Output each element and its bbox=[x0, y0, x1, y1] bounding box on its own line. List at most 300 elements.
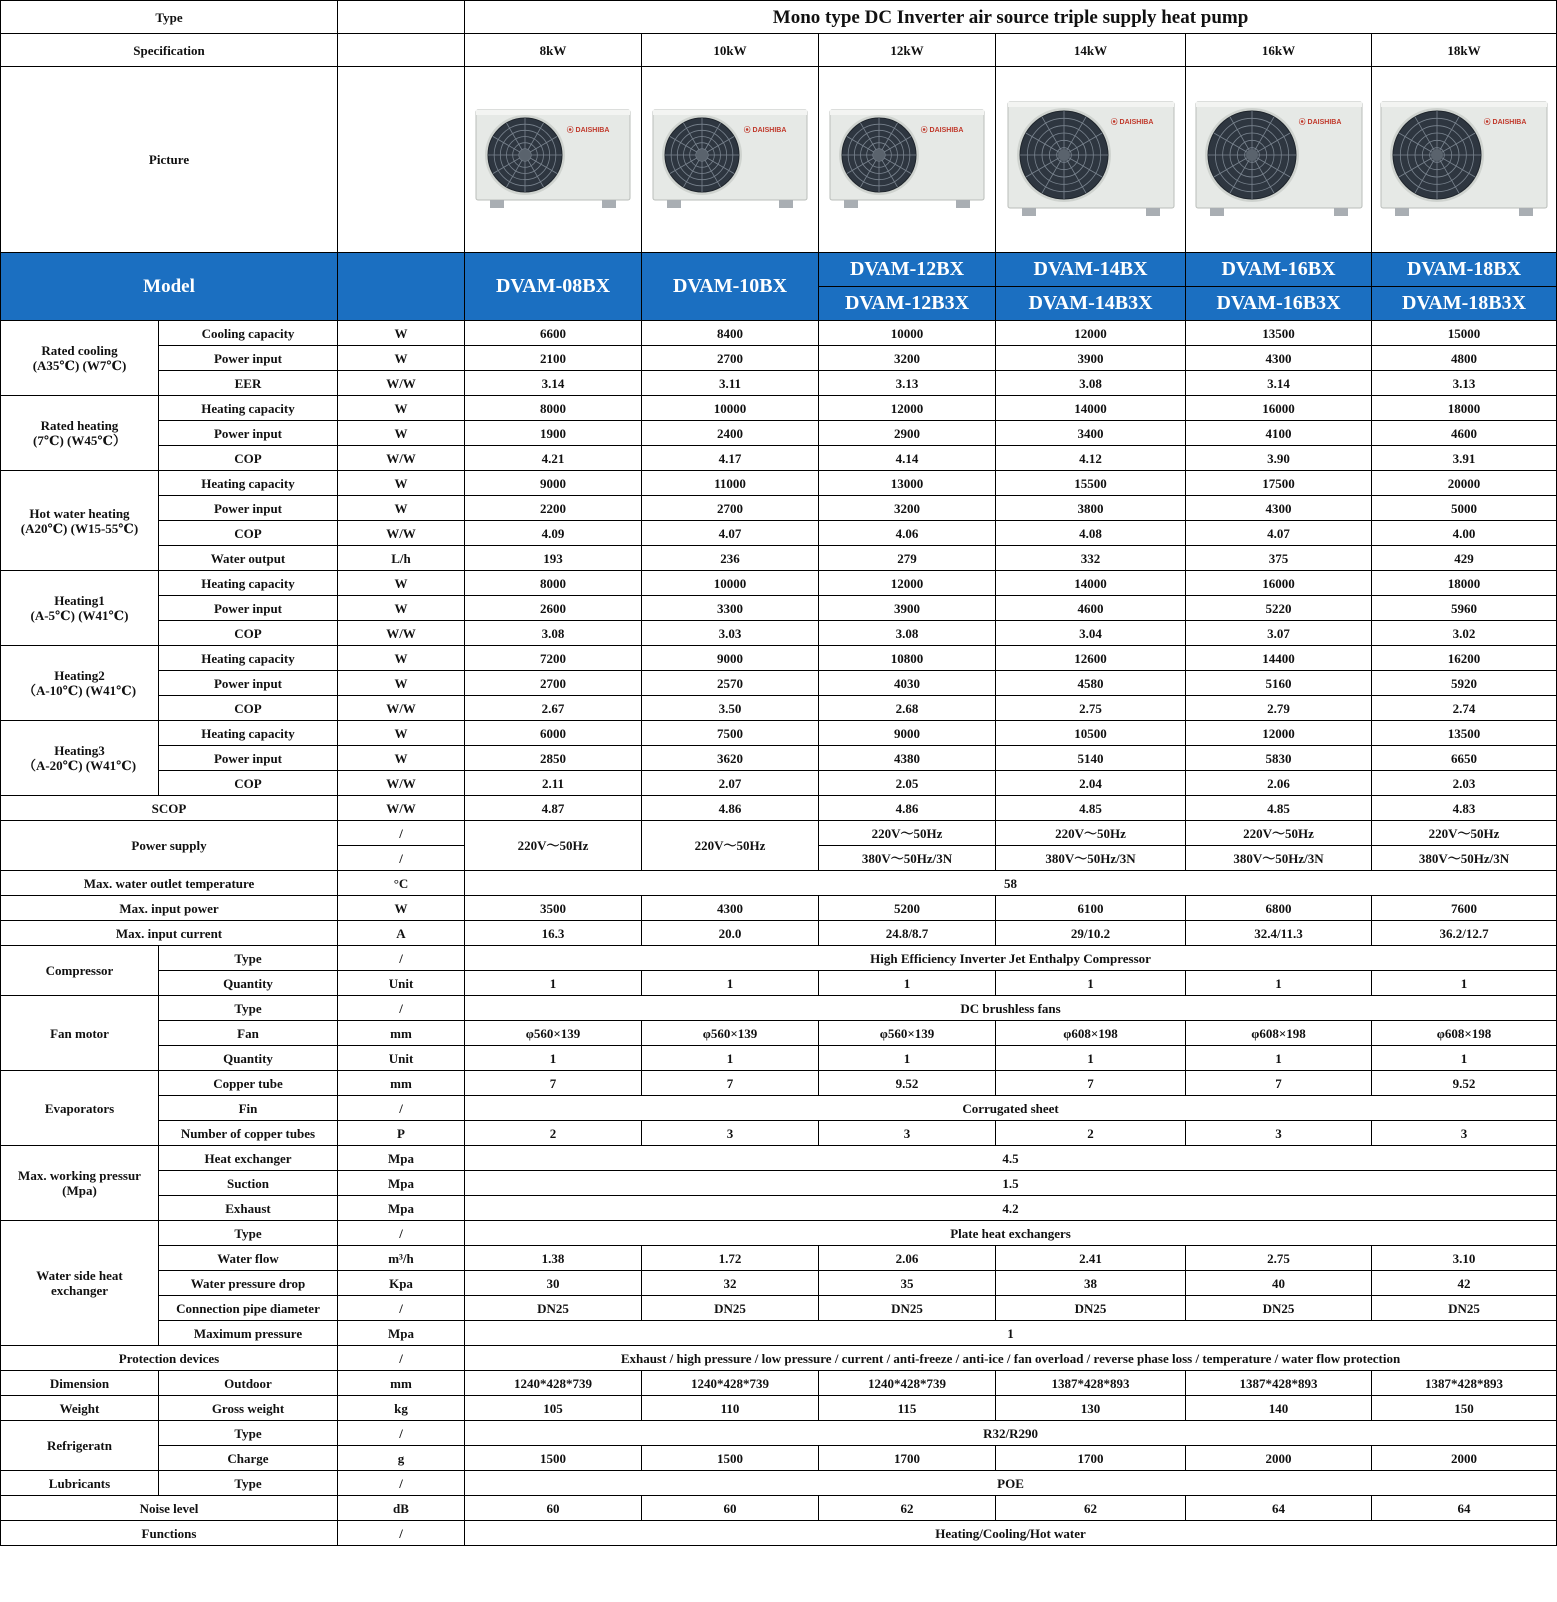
value-cell: 1 bbox=[1372, 1046, 1557, 1071]
value-cell: 332 bbox=[996, 546, 1186, 571]
param-label: Quantity bbox=[159, 971, 338, 996]
unit-cell: Mpa bbox=[338, 1146, 465, 1171]
value-cell: 20.0 bbox=[642, 921, 819, 946]
group-label: Hot water heating (A20℃) (W15-55℃) bbox=[1, 471, 159, 571]
value-cell: 2.67 bbox=[465, 696, 642, 721]
value-cell: 7 bbox=[1186, 1071, 1372, 1096]
model-label: Model bbox=[1, 253, 338, 321]
param-label: Gross weight bbox=[159, 1396, 338, 1421]
brand-logo: ⦿ DAISHIBA bbox=[743, 126, 787, 134]
unit-cell: W bbox=[338, 496, 465, 521]
value-cell: 6600 bbox=[465, 321, 642, 346]
value-cell: 32.4/11.3 bbox=[1186, 921, 1372, 946]
heat-pump-unit-icon bbox=[1194, 100, 1364, 220]
table-row bbox=[1, 996, 1557, 1021]
merged-value-cell: POE bbox=[465, 1471, 1557, 1496]
unit-cell: W/W bbox=[338, 696, 465, 721]
table-row bbox=[1, 646, 1557, 671]
value-cell: 2 bbox=[465, 1121, 642, 1146]
param-label: Type bbox=[159, 1471, 338, 1496]
table-row bbox=[1, 67, 1557, 253]
value-cell: 150 bbox=[1372, 1396, 1557, 1421]
group-label: Dimension bbox=[1, 1371, 159, 1396]
table-row bbox=[1, 34, 1557, 67]
table-row bbox=[1, 1496, 1557, 1521]
value-cell: 3.11 bbox=[642, 371, 819, 396]
unit-picture bbox=[642, 67, 819, 253]
value-cell: 3.91 bbox=[1372, 446, 1557, 471]
table-row bbox=[1, 421, 1557, 446]
value-cell: 1 bbox=[465, 1046, 642, 1071]
value-cell: 4.83 bbox=[1372, 796, 1557, 821]
value-cell: 220V～50Hz bbox=[1372, 821, 1557, 846]
unit-cell: mm bbox=[338, 1071, 465, 1096]
blank-cell bbox=[338, 67, 465, 253]
value-cell: 14400 bbox=[1186, 646, 1372, 671]
value-cell: 3900 bbox=[819, 596, 996, 621]
group-label: Compressor bbox=[1, 946, 159, 996]
param-label: Heating capacity bbox=[159, 471, 338, 496]
table-row bbox=[1, 1146, 1557, 1171]
value-cell: 17500 bbox=[1186, 471, 1372, 496]
value-cell: 2700 bbox=[642, 496, 819, 521]
table-row bbox=[1, 546, 1557, 571]
value-cell: 3.04 bbox=[996, 621, 1186, 646]
model-name: DVAM-16BX bbox=[1186, 253, 1372, 287]
param-label: EER bbox=[159, 371, 338, 396]
value-cell: 12000 bbox=[1186, 721, 1372, 746]
merged-value-cell: 4.2 bbox=[465, 1196, 1557, 1221]
param-label: Power input bbox=[159, 671, 338, 696]
value-cell: 2.06 bbox=[1186, 771, 1372, 796]
param-label: Quantity bbox=[159, 1046, 338, 1071]
heat-pump-unit-icon bbox=[1379, 100, 1549, 220]
param-label: Exhaust bbox=[159, 1196, 338, 1221]
table-row bbox=[1, 921, 1557, 946]
value-cell: 2850 bbox=[465, 746, 642, 771]
table-row bbox=[1, 1521, 1557, 1546]
value-cell: 1 bbox=[642, 971, 819, 996]
value-cell: 3 bbox=[642, 1121, 819, 1146]
value-cell: 62 bbox=[996, 1496, 1186, 1521]
merged-value-cell: Exhaust / high pressure / low pressure / current / anti-freeze / anti-ice / fan overload / reverse phase loss / temperature / water flow protection bbox=[465, 1346, 1557, 1371]
table-row bbox=[1, 1246, 1557, 1271]
unit-cell: / bbox=[338, 1521, 465, 1546]
value-cell: DN25 bbox=[819, 1296, 996, 1321]
value-cell: 2000 bbox=[1372, 1446, 1557, 1471]
value-cell: 429 bbox=[1372, 546, 1557, 571]
value-cell: φ560×139 bbox=[465, 1021, 642, 1046]
value-cell: 10500 bbox=[996, 721, 1186, 746]
value-cell: 1387*428*893 bbox=[1372, 1371, 1557, 1396]
value-cell: 3.03 bbox=[642, 621, 819, 646]
value-cell: 12000 bbox=[819, 571, 996, 596]
value-cell: 6000 bbox=[465, 721, 642, 746]
brand-logo: ⦿ DAISHIBA bbox=[1483, 118, 1527, 126]
unit-cell: dB bbox=[338, 1496, 465, 1521]
value-cell: 3800 bbox=[996, 496, 1186, 521]
blank-cell bbox=[338, 34, 465, 67]
value-cell: φ608×198 bbox=[996, 1021, 1186, 1046]
value-cell: 16000 bbox=[1186, 571, 1372, 596]
value-cell: 1 bbox=[819, 971, 996, 996]
value-cell: 115 bbox=[819, 1396, 996, 1421]
group-label: Lubricants bbox=[1, 1471, 159, 1496]
blank-cell bbox=[338, 253, 465, 321]
value-cell: 3300 bbox=[642, 596, 819, 621]
param-label: Charge bbox=[159, 1446, 338, 1471]
table-row bbox=[1, 671, 1557, 696]
value-cell: 2600 bbox=[465, 596, 642, 621]
unit-cell: W bbox=[338, 721, 465, 746]
unit-cell: / bbox=[338, 1471, 465, 1496]
table-row bbox=[1, 621, 1557, 646]
value-cell: 3.08 bbox=[465, 621, 642, 646]
unit-cell: / bbox=[338, 1296, 465, 1321]
value-cell: 220V～50Hz bbox=[465, 821, 642, 871]
value-cell: 9000 bbox=[465, 471, 642, 496]
value-cell: 3.90 bbox=[1186, 446, 1372, 471]
param-label: Heat exchanger bbox=[159, 1146, 338, 1171]
value-cell: 2.75 bbox=[996, 696, 1186, 721]
unit-cell: W/W bbox=[338, 771, 465, 796]
value-cell: 3.14 bbox=[465, 371, 642, 396]
value-cell: 375 bbox=[1186, 546, 1372, 571]
value-cell: 30 bbox=[465, 1271, 642, 1296]
param-label: Type bbox=[159, 996, 338, 1021]
merged-value-cell: Heating/Cooling/Hot water bbox=[465, 1521, 1557, 1546]
value-cell: DN25 bbox=[1372, 1296, 1557, 1321]
value-cell: 4300 bbox=[1186, 496, 1372, 521]
value-cell: 1 bbox=[819, 1046, 996, 1071]
unit-picture bbox=[819, 67, 996, 253]
value-cell: 38 bbox=[996, 1271, 1186, 1296]
heat-pump-unit-icon bbox=[1006, 100, 1176, 220]
value-cell: 3.08 bbox=[996, 371, 1186, 396]
table-row bbox=[1, 1196, 1557, 1221]
value-cell: 4.07 bbox=[642, 521, 819, 546]
value-cell: 220V～50Hz bbox=[642, 821, 819, 871]
row-label: Max. water outlet temperature bbox=[1, 871, 338, 896]
unit-cell: / bbox=[338, 1221, 465, 1246]
value-cell: 3.13 bbox=[1372, 371, 1557, 396]
unit-cell: W/W bbox=[338, 621, 465, 646]
value-cell: 110 bbox=[642, 1396, 819, 1421]
value-cell: 1 bbox=[1372, 971, 1557, 996]
table-row bbox=[1, 1221, 1557, 1246]
page-title: Mono type DC Inverter air source triple supply heat pump bbox=[465, 1, 1557, 34]
model-name: DVAM-12BX bbox=[819, 253, 996, 287]
param-label: Power input bbox=[159, 746, 338, 771]
unit-cell: W bbox=[338, 471, 465, 496]
value-cell: 4.87 bbox=[465, 796, 642, 821]
value-cell: 14000 bbox=[996, 396, 1186, 421]
row-label: Protection devices bbox=[1, 1346, 338, 1371]
value-cell: 7 bbox=[996, 1071, 1186, 1096]
value-cell: DN25 bbox=[642, 1296, 819, 1321]
value-cell: 380V～50Hz/3N bbox=[819, 846, 996, 871]
row-label: SCOP bbox=[1, 796, 338, 821]
value-cell: 12600 bbox=[996, 646, 1186, 671]
value-cell: 1240*428*739 bbox=[465, 1371, 642, 1396]
group-label: Heating2 （A-10℃) (W41℃) bbox=[1, 646, 159, 721]
value-cell: 220V～50Hz bbox=[819, 821, 996, 846]
unit-cell: / bbox=[338, 821, 465, 846]
value-cell: 2.07 bbox=[642, 771, 819, 796]
value-cell: DN25 bbox=[465, 1296, 642, 1321]
value-cell: 4030 bbox=[819, 671, 996, 696]
unit-cell: W bbox=[338, 396, 465, 421]
param-label: Power input bbox=[159, 596, 338, 621]
unit-cell: mm bbox=[338, 1021, 465, 1046]
value-cell: 3 bbox=[1372, 1121, 1557, 1146]
param-label: Type bbox=[159, 946, 338, 971]
value-cell: 220V～50Hz bbox=[1186, 821, 1372, 846]
value-cell: 13500 bbox=[1186, 321, 1372, 346]
unit-cell: W bbox=[338, 596, 465, 621]
param-label: Heating capacity bbox=[159, 721, 338, 746]
value-cell: 2.11 bbox=[465, 771, 642, 796]
value-cell: 62 bbox=[819, 1496, 996, 1521]
unit-picture bbox=[996, 67, 1186, 253]
value-cell: 1 bbox=[996, 1046, 1186, 1071]
value-cell: 5830 bbox=[1186, 746, 1372, 771]
group-label: Rated cooling (A35℃) (W7℃) bbox=[1, 321, 159, 396]
unit-picture bbox=[465, 67, 642, 253]
value-cell: 18000 bbox=[1372, 571, 1557, 596]
unit-cell: W bbox=[338, 746, 465, 771]
unit-cell: / bbox=[338, 1096, 465, 1121]
value-cell: 1700 bbox=[996, 1446, 1186, 1471]
unit-cell: P bbox=[338, 1121, 465, 1146]
table-row bbox=[1, 696, 1557, 721]
unit-cell: / bbox=[338, 996, 465, 1021]
table-row bbox=[1, 771, 1557, 796]
unit-cell: Unit bbox=[338, 971, 465, 996]
unit-cell: / bbox=[338, 1346, 465, 1371]
table-row bbox=[1, 1271, 1557, 1296]
table-row bbox=[1, 496, 1557, 521]
value-cell: 5140 bbox=[996, 746, 1186, 771]
value-cell: 2 bbox=[996, 1121, 1186, 1146]
table-row bbox=[1, 896, 1557, 921]
param-label: Type bbox=[159, 1221, 338, 1246]
value-cell: 13000 bbox=[819, 471, 996, 496]
value-cell: 2000 bbox=[1186, 1446, 1372, 1471]
value-cell: 9000 bbox=[642, 646, 819, 671]
unit-cell: W bbox=[338, 421, 465, 446]
unit-cell: W/W bbox=[338, 371, 465, 396]
value-cell: 13500 bbox=[1372, 721, 1557, 746]
table-row bbox=[1, 1421, 1557, 1446]
value-cell: 7200 bbox=[465, 646, 642, 671]
value-cell: 12000 bbox=[996, 321, 1186, 346]
value-cell: DN25 bbox=[996, 1296, 1186, 1321]
value-cell: 3.14 bbox=[1186, 371, 1372, 396]
value-cell: 24.8/8.7 bbox=[819, 921, 996, 946]
value-cell: 32 bbox=[642, 1271, 819, 1296]
unit-cell: L/h bbox=[338, 546, 465, 571]
value-cell: 5200 bbox=[819, 896, 996, 921]
value-cell: 3 bbox=[1186, 1121, 1372, 1146]
param-label: Heating capacity bbox=[159, 396, 338, 421]
unit-cell: W bbox=[338, 646, 465, 671]
unit-picture bbox=[1186, 67, 1372, 253]
group-label: Refrigeratn bbox=[1, 1421, 159, 1471]
value-cell: 6650 bbox=[1372, 746, 1557, 771]
value-cell: 4.86 bbox=[642, 796, 819, 821]
param-label: Maximum pressure bbox=[159, 1321, 338, 1346]
param-label: Water flow bbox=[159, 1246, 338, 1271]
unit-cell: W/W bbox=[338, 446, 465, 471]
unit-cell: Mpa bbox=[338, 1321, 465, 1346]
value-cell: 4.06 bbox=[819, 521, 996, 546]
value-cell: 10000 bbox=[819, 321, 996, 346]
value-cell: 2.75 bbox=[1186, 1246, 1372, 1271]
param-label: COP bbox=[159, 696, 338, 721]
param-label: Water pressure drop bbox=[159, 1271, 338, 1296]
unit-cell: Unit bbox=[338, 1046, 465, 1071]
group-label: Water side heat exchanger bbox=[1, 1221, 159, 1346]
value-cell: 29/10.2 bbox=[996, 921, 1186, 946]
unit-cell: / bbox=[338, 946, 465, 971]
value-cell: 130 bbox=[996, 1396, 1186, 1421]
value-cell: 9.52 bbox=[819, 1071, 996, 1096]
param-label: Water output bbox=[159, 546, 338, 571]
brand-logo: ⦿ DAISHIBA bbox=[1298, 118, 1341, 126]
value-cell: 2700 bbox=[465, 671, 642, 696]
value-cell: 15000 bbox=[1372, 321, 1557, 346]
table-row bbox=[1, 1046, 1557, 1071]
value-cell: 3620 bbox=[642, 746, 819, 771]
table-row bbox=[1, 471, 1557, 496]
value-cell: 4.07 bbox=[1186, 521, 1372, 546]
value-cell: 3500 bbox=[465, 896, 642, 921]
value-cell: 4.12 bbox=[996, 446, 1186, 471]
brand-logo: ⦿ DAISHIBA bbox=[566, 126, 610, 134]
row-label: Power supply bbox=[1, 821, 338, 871]
unit-cell: / bbox=[338, 846, 465, 871]
value-cell: 2.03 bbox=[1372, 771, 1557, 796]
value-cell: 4.08 bbox=[996, 521, 1186, 546]
type-label: Type bbox=[1, 1, 338, 34]
model-name: DVAM-14B3X bbox=[996, 287, 1186, 321]
value-cell: 8000 bbox=[465, 396, 642, 421]
unit-cell: mm bbox=[338, 1371, 465, 1396]
value-cell: 7600 bbox=[1372, 896, 1557, 921]
model-name: DVAM-08BX bbox=[465, 253, 642, 321]
value-cell: 2.74 bbox=[1372, 696, 1557, 721]
value-cell: 1500 bbox=[465, 1446, 642, 1471]
value-cell: 60 bbox=[465, 1496, 642, 1521]
value-cell: 40 bbox=[1186, 1271, 1372, 1296]
value-cell: 4380 bbox=[819, 746, 996, 771]
value-cell: 2.04 bbox=[996, 771, 1186, 796]
param-label: Heating capacity bbox=[159, 571, 338, 596]
value-cell: 3.02 bbox=[1372, 621, 1557, 646]
model-name: DVAM-10BX bbox=[642, 253, 819, 321]
model-name: DVAM-18B3X bbox=[1372, 287, 1557, 321]
model-name: DVAM-16B3X bbox=[1186, 287, 1372, 321]
value-cell: 2100 bbox=[465, 346, 642, 371]
unit-cell: / bbox=[338, 1421, 465, 1446]
param-label: Connection pipe diameter bbox=[159, 1296, 338, 1321]
row-label: Noise level bbox=[1, 1496, 338, 1521]
group-label: Heating3 （A-20℃) (W41℃) bbox=[1, 721, 159, 796]
blank-cell bbox=[338, 1, 465, 34]
spec-value: 14kW bbox=[996, 34, 1186, 67]
value-cell: 2.06 bbox=[819, 1246, 996, 1271]
value-cell: 3200 bbox=[819, 346, 996, 371]
value-cell: 6800 bbox=[1186, 896, 1372, 921]
value-cell: 4100 bbox=[1186, 421, 1372, 446]
unit-cell: W/W bbox=[338, 796, 465, 821]
param-label: Power input bbox=[159, 421, 338, 446]
unit-cell: Kpa bbox=[338, 1271, 465, 1296]
value-cell: 4.21 bbox=[465, 446, 642, 471]
value-cell: 42 bbox=[1372, 1271, 1557, 1296]
value-cell: 4.85 bbox=[1186, 796, 1372, 821]
table-row bbox=[1, 1446, 1557, 1471]
table-row bbox=[1, 796, 1557, 821]
row-label: Max. input power bbox=[1, 896, 338, 921]
value-cell: 1 bbox=[465, 971, 642, 996]
model-name: DVAM-12B3X bbox=[819, 287, 996, 321]
value-cell: 15500 bbox=[996, 471, 1186, 496]
value-cell: 8400 bbox=[642, 321, 819, 346]
value-cell: 1 bbox=[1186, 1046, 1372, 1071]
value-cell: 4.14 bbox=[819, 446, 996, 471]
merged-value-cell: DC brushless fans bbox=[465, 996, 1557, 1021]
value-cell: 2.05 bbox=[819, 771, 996, 796]
value-cell: 9000 bbox=[819, 721, 996, 746]
value-cell: 2.79 bbox=[1186, 696, 1372, 721]
table-row bbox=[1, 1096, 1557, 1121]
value-cell: 2200 bbox=[465, 496, 642, 521]
brand-logo: ⦿ DAISHIBA bbox=[1110, 118, 1153, 126]
value-cell: 2.68 bbox=[819, 696, 996, 721]
param-label: Outdoor bbox=[159, 1371, 338, 1396]
value-cell: 1900 bbox=[465, 421, 642, 446]
value-cell: 236 bbox=[642, 546, 819, 571]
value-cell: 380V～50Hz/3N bbox=[1186, 846, 1372, 871]
unit-cell: g bbox=[338, 1446, 465, 1471]
value-cell: 5160 bbox=[1186, 671, 1372, 696]
value-cell: 2400 bbox=[642, 421, 819, 446]
value-cell: 1387*428*893 bbox=[1186, 1371, 1372, 1396]
table-row bbox=[1, 446, 1557, 471]
value-cell: 16200 bbox=[1372, 646, 1557, 671]
unit-cell: m³/h bbox=[338, 1246, 465, 1271]
table-row bbox=[1, 1371, 1557, 1396]
group-label: Evaporators bbox=[1, 1071, 159, 1146]
heat-pump-unit-icon bbox=[474, 108, 632, 212]
table-row bbox=[1, 1396, 1557, 1421]
value-cell: φ608×198 bbox=[1186, 1021, 1372, 1046]
table-row bbox=[1, 321, 1557, 346]
param-label: COP bbox=[159, 771, 338, 796]
param-label: Power input bbox=[159, 496, 338, 521]
value-cell: 4.00 bbox=[1372, 521, 1557, 546]
param-label: COP bbox=[159, 446, 338, 471]
unit-cell: W bbox=[338, 896, 465, 921]
value-cell: 1500 bbox=[642, 1446, 819, 1471]
value-cell: 16000 bbox=[1186, 396, 1372, 421]
table-row bbox=[1, 721, 1557, 746]
table-row bbox=[1, 396, 1557, 421]
value-cell: 4600 bbox=[1372, 421, 1557, 446]
brand-logo: ⦿ DAISHIBA bbox=[920, 126, 964, 134]
